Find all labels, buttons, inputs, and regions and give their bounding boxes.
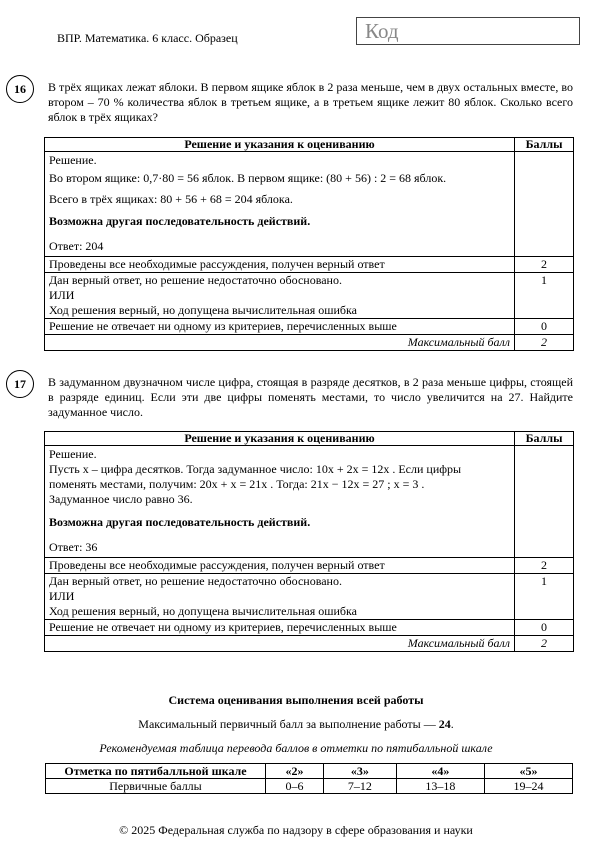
max-score-label: Максимальный балл <box>45 335 515 351</box>
points-range-cell: 19–24 <box>484 779 572 794</box>
max-score-label: Максимальный балл <box>45 636 515 652</box>
max-score-value: 2 <box>515 335 574 351</box>
criterion-text: Дан верный ответ, но решение недостаточно обосновано. ИЛИ Ход решения верный, но допущена вычислительная ошибка <box>45 574 515 620</box>
max-primary-score: Максимальный первичный балл за выполнение работы — 24. <box>138 717 454 731</box>
question-16-criteria-table <box>44 137 574 351</box>
criterion-text: Проведены все необходимые рассуждения, получен верный ответ <box>45 257 515 273</box>
question-16-number: 16 <box>6 75 34 103</box>
question-17-text: В задуманном двузначном числе цифра, стоящая в разряде десятков, в 2 раза меньше цифры, стоящей в разряде единиц. Если эти две цифры поменять местами, то число увеличится на 27. Найдите задуманное число. <box>48 375 573 419</box>
solution-heading: Решение. <box>49 447 97 461</box>
grade-cell: «5» <box>484 764 572 779</box>
page-header-title: ВПР. Математика. 6 класс. Образец <box>57 31 238 45</box>
criterion-points: 1 <box>515 273 574 319</box>
question-16-solution <box>45 152 515 257</box>
grade-cell: «4» <box>396 764 484 779</box>
solution-line: Задуманное число равно 36. <box>49 492 193 506</box>
criterion-points: 2 <box>515 257 574 273</box>
points-row-header: Первичные баллы <box>46 779 266 794</box>
points-range-cell: 13–18 <box>396 779 484 794</box>
solution-answer: Ответ: 204 <box>49 239 104 253</box>
criterion-points: 1 <box>515 574 574 620</box>
criterion-text: Решение не отвечает ни одному из критериев, перечисленных выше <box>45 620 515 636</box>
solution-alt-note: Возможна другая последовательность действий. <box>49 515 311 529</box>
conversion-table-caption: Рекомендуемая таблица перевода баллов в отметки по пятибалльной шкале <box>99 741 493 755</box>
solution-line: Во втором ящике: 0,7·80 = 56 яблок. В первом ящике: (80 + 56) : 2 = 68 яблок. <box>49 171 447 185</box>
question-17-solution <box>45 446 515 558</box>
grading-system-title: Система оценивания выполнения всей работы <box>168 693 424 707</box>
criterion-points: 0 <box>515 319 574 335</box>
grade-row-header: Отметка по пятибалльной шкале <box>46 764 266 779</box>
grade-cell: «2» <box>266 764 324 779</box>
criterion-text: Решение не отвечает ни одному из критериев, перечисленных выше <box>45 319 515 335</box>
grade-conversion-table <box>45 763 573 794</box>
criteria-header-points: Баллы <box>515 138 574 152</box>
solution-line: Всего в трёх ящиках: 80 + 56 + 68 = 204 яблока. <box>49 192 293 206</box>
grade-cell: «3» <box>323 764 396 779</box>
criteria-header-solution: Решение и указания к оцениванию <box>45 138 515 152</box>
points-range-cell: 0–6 <box>266 779 324 794</box>
criteria-header-points: Баллы <box>515 432 574 446</box>
solution-alt-note: Возможна другая последовательность действий. <box>49 214 311 228</box>
solution-line: поменять местами, получим: 20x + x = 21x . Тогда: 21x − 12x = 27 ; x = 3 . <box>49 477 425 491</box>
question-17-criteria-table <box>44 431 574 652</box>
criterion-points: 2 <box>515 558 574 574</box>
criterion-text: Дан верный ответ, но решение недостаточно обосновано. ИЛИ Ход решения верный, но допущена вычислительная ошибка <box>45 273 515 319</box>
question-16-text: В трёх ящиках лежат яблоки. В первом ящике яблок в 2 раза меньше, чем в двух остальных вместе, во втором – 70 % количества яблок в третьем ящике, а в третьем ящике лежит 80 яблок. Сколько всего яблок в трёх ящиках? <box>48 80 573 124</box>
criterion-points: 0 <box>515 620 574 636</box>
question-17-number: 17 <box>6 370 34 398</box>
points-range-cell: 7–12 <box>323 779 396 794</box>
criteria-header-solution: Решение и указания к оцениванию <box>45 432 515 446</box>
criterion-text: Проведены все необходимые рассуждения, получен верный ответ <box>45 558 515 574</box>
solution-answer: Ответ: 36 <box>49 540 98 554</box>
page-footer: © 2025 Федеральная служба по надзору в сфере образования и науки <box>119 823 473 837</box>
solution-line: Пусть x – цифра десятков. Тогда задуманное число: 10x + 2x = 12x . Если цифры <box>49 462 462 476</box>
code-label: Код <box>365 19 399 43</box>
max-score-value: 2 <box>515 636 574 652</box>
solution-heading: Решение. <box>49 153 97 167</box>
code-field[interactable] <box>356 17 580 45</box>
